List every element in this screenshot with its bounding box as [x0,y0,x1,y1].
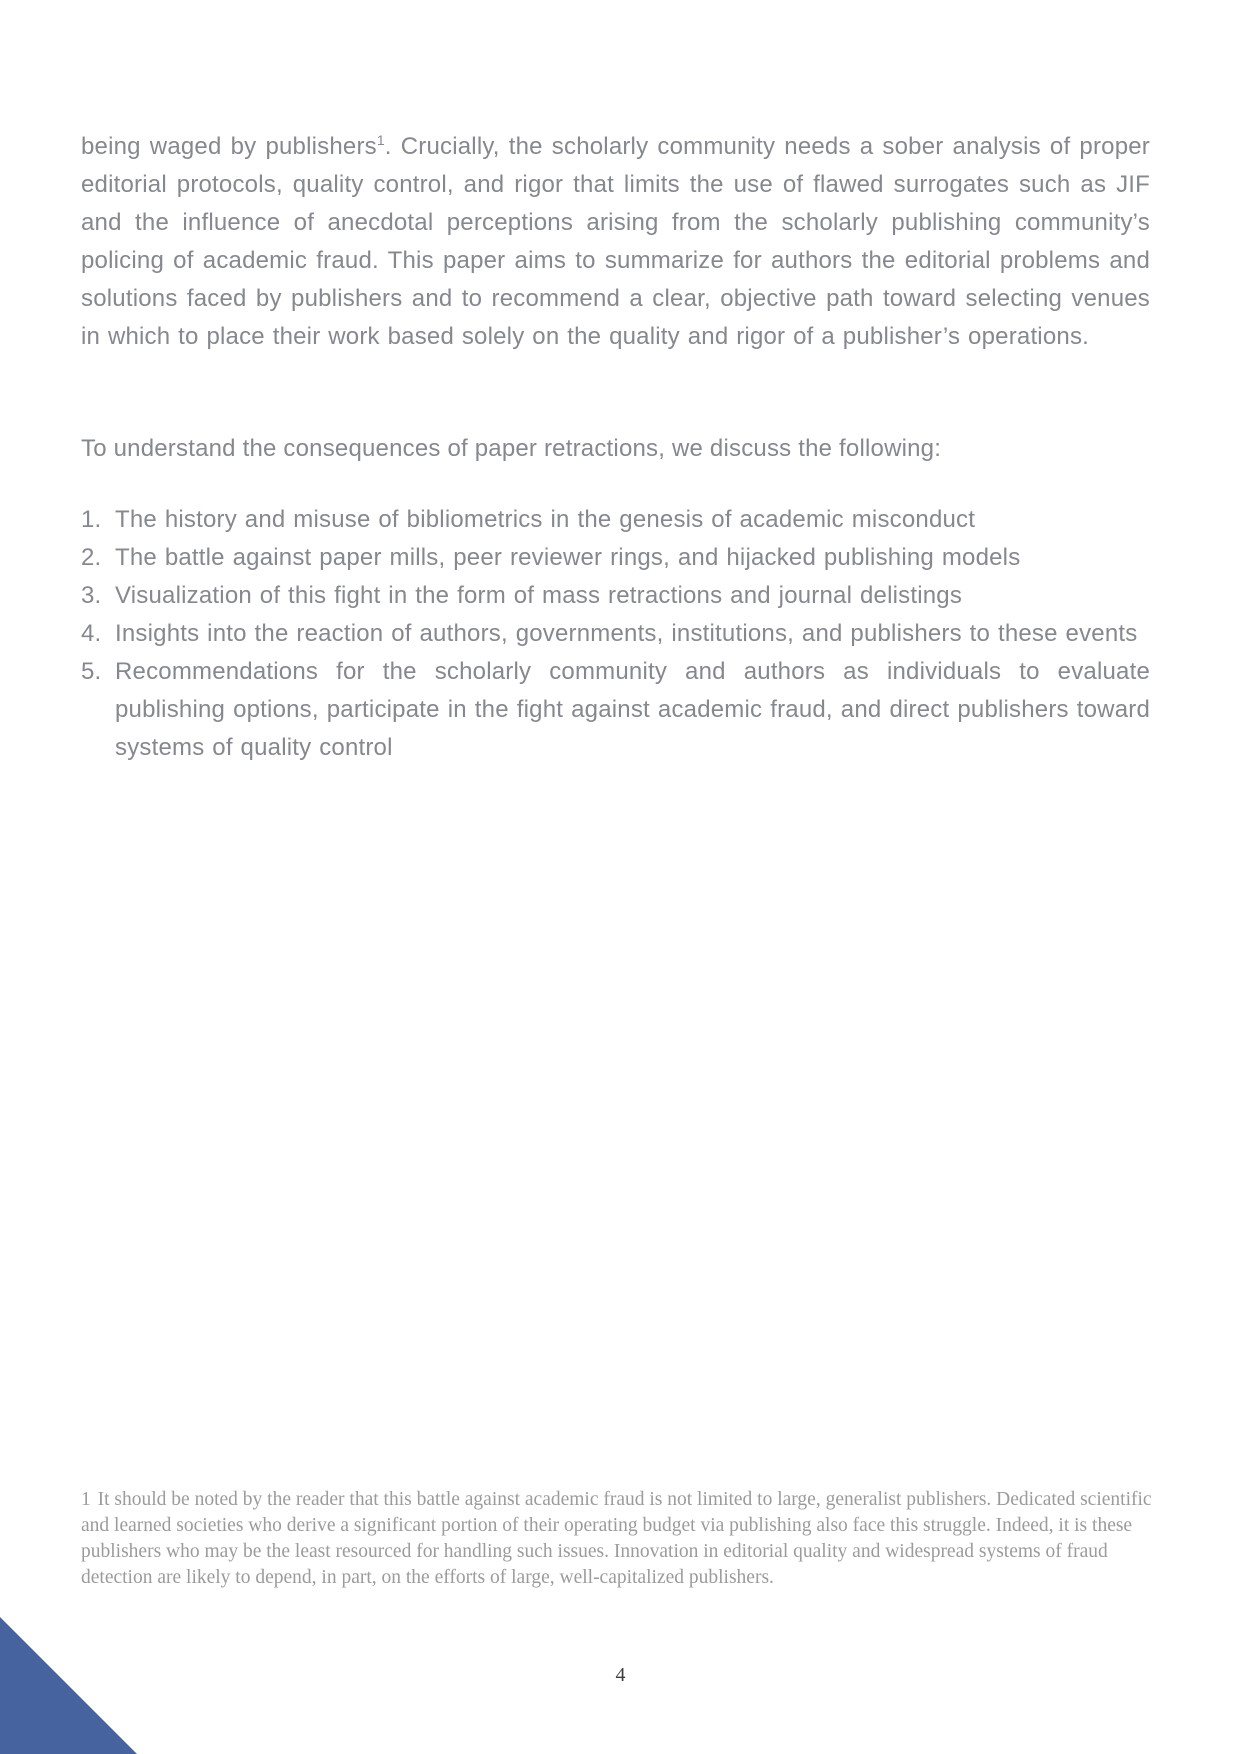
footnote-reference-superscript: 1 [376,132,385,148]
list-item-number: 2. [81,544,102,571]
list-item [81,615,1150,653]
footnote-marker: 1 [81,1489,91,1510]
list-item-number: 4. [81,620,102,647]
body-paragraph-2: To understand the consequences of paper retractions, we discuss the following: [81,435,942,462]
list-item-number: 5. [81,658,102,685]
list-item [81,501,1150,539]
page-body [81,128,1150,767]
page-number: 4 [615,1664,626,1686]
list-item-text: The history and misuse of bibliometrics in the genesis of academic misconduct [115,506,976,533]
footnote [81,1487,1175,1591]
list-item-text: Insights into the reaction of authors, governments, institutions, and publishers to these events [115,620,1138,647]
paragraph-text-after-ref: . Crucially, the scholarly community needs a sober analysis of proper editorial protocols, quality control, and rigor that limits the use of flawed surrogates such as JIF and the influence of anecdotal perceptions arising from the scholarly publishing community’s policing of academic fraud. This paper aims to summarize for authors the editorial problems and solutions faced by publishers and to recommend a clear, objective path toward selecting venues in which to place their work based solely on the quality and rigor of a publisher’s operations. [81,133,1150,350]
discussion-points-list [81,501,1150,767]
paragraph-text-before-ref: being waged by publishers [81,133,377,160]
list-item-text: Recommendations for the scholarly community and authors as individuals to evaluate publishing options, participate in the fight against academic fraud, and direct publishers toward systems of quality control [115,658,1150,761]
corner-triangle-decoration [0,1617,137,1754]
list-item [81,577,1150,615]
body-paragraph-1 [81,128,1150,356]
footnote-text: It should be noted by the reader that this battle against academic fraud is not limited to large, generalist publishers. Dedicated scientific and learned societies who derive a significant portion of their operating budget via publishing also face this struggle. Indeed, it is these publishers who may be the least resourced for handling such issues. Innovation in editorial quality and widespread systems of fraud detection are likely to depend, in part, on the efforts of large, well-capitalized publishers. [81,1489,1152,1588]
list-item-text: Visualization of this fight in the form of mass retractions and journal delistings [115,582,963,609]
list-item-number: 1. [81,506,102,533]
list-item-number: 3. [81,582,102,609]
list-item [81,539,1150,577]
list-item [81,653,1150,767]
list-item-text: The battle against paper mills, peer reviewer rings, and hijacked publishing models [115,544,1021,571]
